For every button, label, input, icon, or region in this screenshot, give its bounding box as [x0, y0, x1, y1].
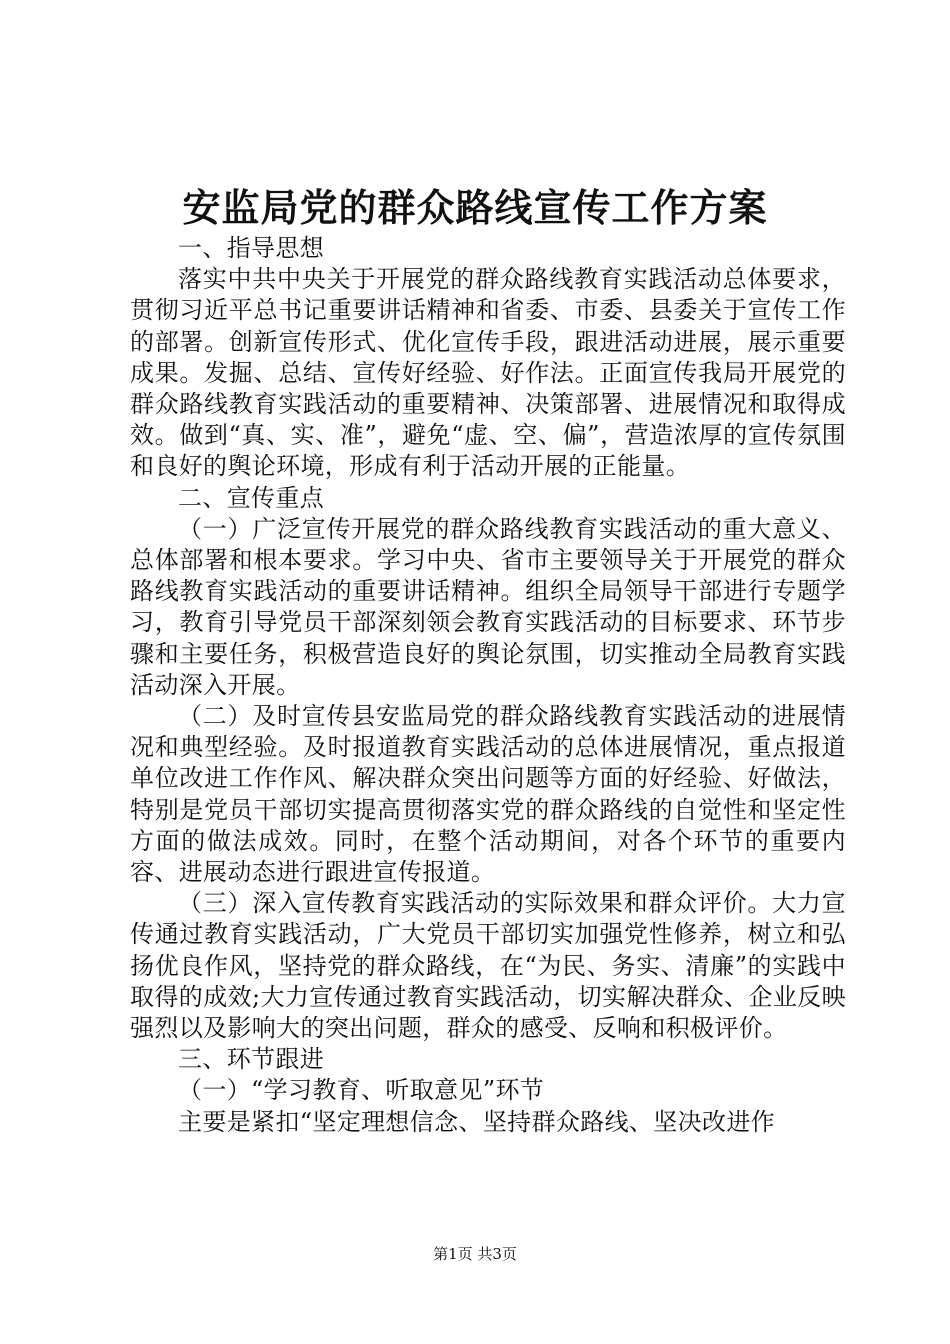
paragraph-focus-3: （三）深入宣传教育实践活动的实际效果和群众评价。大力宣传通过教育实践活动，广大党员干部切实加强党性修养，树立和弘扬优良作风，坚持党的群众路线，在“为民、务实、清廉”的实践中取得的成效;大力宣传通过教育实践活动，切实解决群众、企业反映强烈以及影响大的突出问题，群众的感受、反响和积极评价。	[130, 889, 846, 1043]
page-footer: 第1页 共3页	[433, 1245, 517, 1263]
section-heading-stage-follow-up: 三、环节跟进	[178, 1045, 325, 1074]
section-heading-guiding-ideology: 一、指导思想	[178, 234, 325, 262]
paragraph-guiding-ideology: 落实中共中央关于开展党的群众路线教育实践活动总体要求，贯彻习近平总书记重要讲话精神和省委、市委、县委关于宣传工作的部署。创新宣传形式、优化宣传手段，跟进活动进展，展示重要成果。发掘、总结、宣传好经验、好作法。正面宣传我局开展党的群众路线教育实践活动的重要精神、决策部署、进展情况和取得成效。做到“真、实、准”，避免“虚、空、偏”，营造浓厚的宣传氛围和良好的舆论环境，形成有利于活动开展的正能量。	[130, 265, 846, 481]
paragraph-focus-1: （一）广泛宣传开展党的群众路线教育实践活动的重大意义、总体部署和根本要求。学习中央、省市主要领导关于开展党的群众路线教育实践活动的重要讲话精神。组织全局领导干部进行专题学习，教育引导党员干部深刻领会教育实践活动的目标要求、环节步骤和主要任务，积极营造良好的舆论氛围，切实推动全局教育实践活动深入开展。	[130, 514, 846, 699]
subheading-study-stage: （一）“学习教育、听取意见”环节	[178, 1076, 545, 1105]
section-heading-publicity-focus: 二、宣传重点	[178, 483, 325, 512]
document-body	[130, 233, 846, 1138]
paragraph-focus-2: （二）及时宣传县安监局党的群众路线教育实践活动的进展情况和典型经验。及时报道教育实践活动的总体进展情况，重点报道单位改进工作作风、解决群众突出问题等方面的好经验、好做法，特别是党员干部切实提高贯彻落实党的群众路线的自觉性和坚定性方面的做法成效。同时，在整个活动期间，对各个环节的重要内容、进展动态进行跟进宣传报道。	[130, 702, 846, 887]
document-title: 安监局党的群众路线宣传工作方案	[182, 185, 768, 230]
paragraph-study-stage: 主要是紧扣“坚定理想信念、坚持群众路线、坚决改进作	[178, 1107, 776, 1136]
